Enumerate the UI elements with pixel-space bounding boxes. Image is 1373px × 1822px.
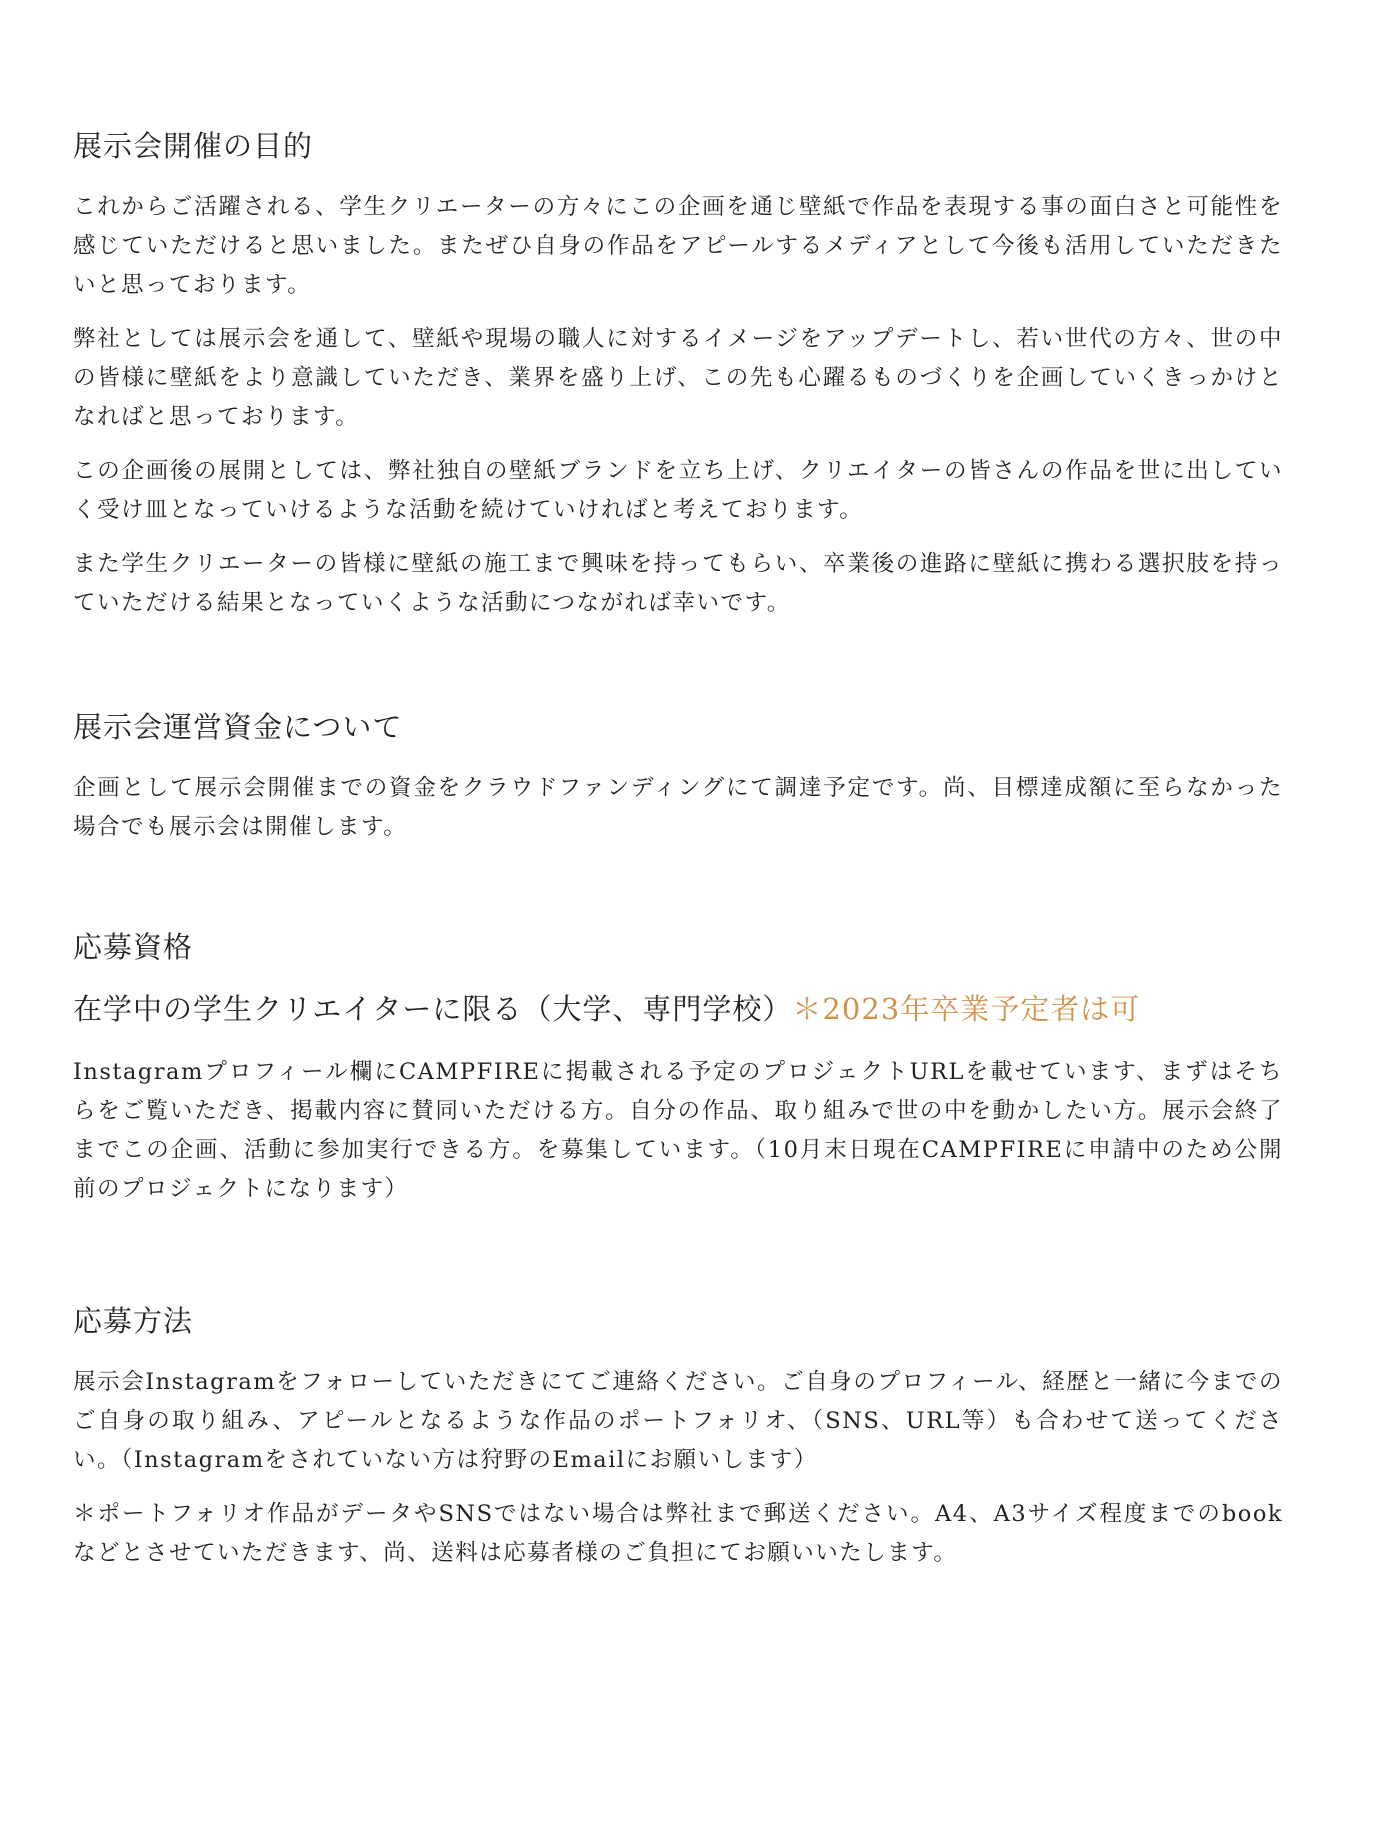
eligibility-note: ＊2023年卒業予定者は可 bbox=[792, 992, 1141, 1026]
paragraph: また学生クリエーターの皆様に壁紙の施工まで興味を持ってもらい、卒業後の進路に壁紙に携わる選択肢を持っていただける結果となっていくような活動につながれば幸いです。 bbox=[73, 551, 1283, 616]
section-funding bbox=[73, 707, 1283, 847]
paragraph: この企画後の展開としては、弊社独自の壁紙ブランドを立ち上げ、クリエイターの皆さんの作品を世に出していく受け皿となっていけるような活動を続けていければと考えております。 bbox=[73, 458, 1283, 523]
paragraph: これからご活躍される、学生クリエーターの方々にこの企画を通じ壁紙で作品を表現する事の面白さと可能性を感じていただけると思いました。またぜひ自身の作品をアピールするメディアとして今後も活用していただきたいと思っております。 bbox=[73, 194, 1283, 298]
section-application bbox=[73, 1301, 1283, 1573]
document-page bbox=[73, 126, 1283, 1657]
eligibility-line bbox=[73, 989, 1283, 1029]
paragraph: 展示会Instagramをフォローしていただきにてご連絡ください。ご自身のプロフィール、経歴と一緒に今までのご自身の取り組み、アピールとなるような作品のポートフォリオ、（SNS、URL等）も合わせて送ってください。（Instagramをされていない方は狩野のEmailにお願いします） bbox=[73, 1369, 1283, 1473]
paragraph: 企画として展示会開催までの資金をクラウドファンディングにて調達予定です。尚、目標達成額に至らなかった場合でも展示会は開催します。 bbox=[73, 775, 1283, 840]
section-heading-application: 応募方法 bbox=[73, 1304, 194, 1338]
paragraph: 弊社としては展示会を通して、壁紙や現場の職人に対するイメージをアップデートし、若い世代の方々、世の中の皆様に壁紙をより意識していただき、業界を盛り上げ、この先も心躍るものづくりを企画していくきっかけとなればと思っております。 bbox=[73, 326, 1283, 430]
section-heading-eligibility: 応募資格 bbox=[73, 930, 194, 964]
paragraph: ＊ポートフォリオ作品がデータやSNSではない場合は弊社まで郵送ください。A4、A3サイズ程度までのbook などとさせていただきます、尚、送料は応募者様のご負担にてお願いいたします。 bbox=[73, 1501, 1283, 1566]
eligibility-main: 在学中の学生クリエイターに限る（大学、専門学校） bbox=[73, 992, 793, 1026]
section-heading-funding: 展示会運営資金について bbox=[73, 710, 403, 744]
section-heading-purpose: 展示会開催の目的 bbox=[73, 129, 314, 163]
paragraph: Instagramプロフィール欄にCAMPFIREに掲載される予定のプロジェクトURLを載せています、まずはそちらをご覧いただき、掲載内容に賛同いただける方。自分の作品、取り組みで世の中を動かしたい方。展示会終了までこの企画、活動に参加実行できる方。を募集しています。（10月末日現在CAMPFIREに申請中のため公開前のプロジェクトになります） bbox=[73, 1059, 1283, 1202]
section-purpose bbox=[73, 126, 1283, 623]
section-eligibility bbox=[73, 927, 1283, 1209]
